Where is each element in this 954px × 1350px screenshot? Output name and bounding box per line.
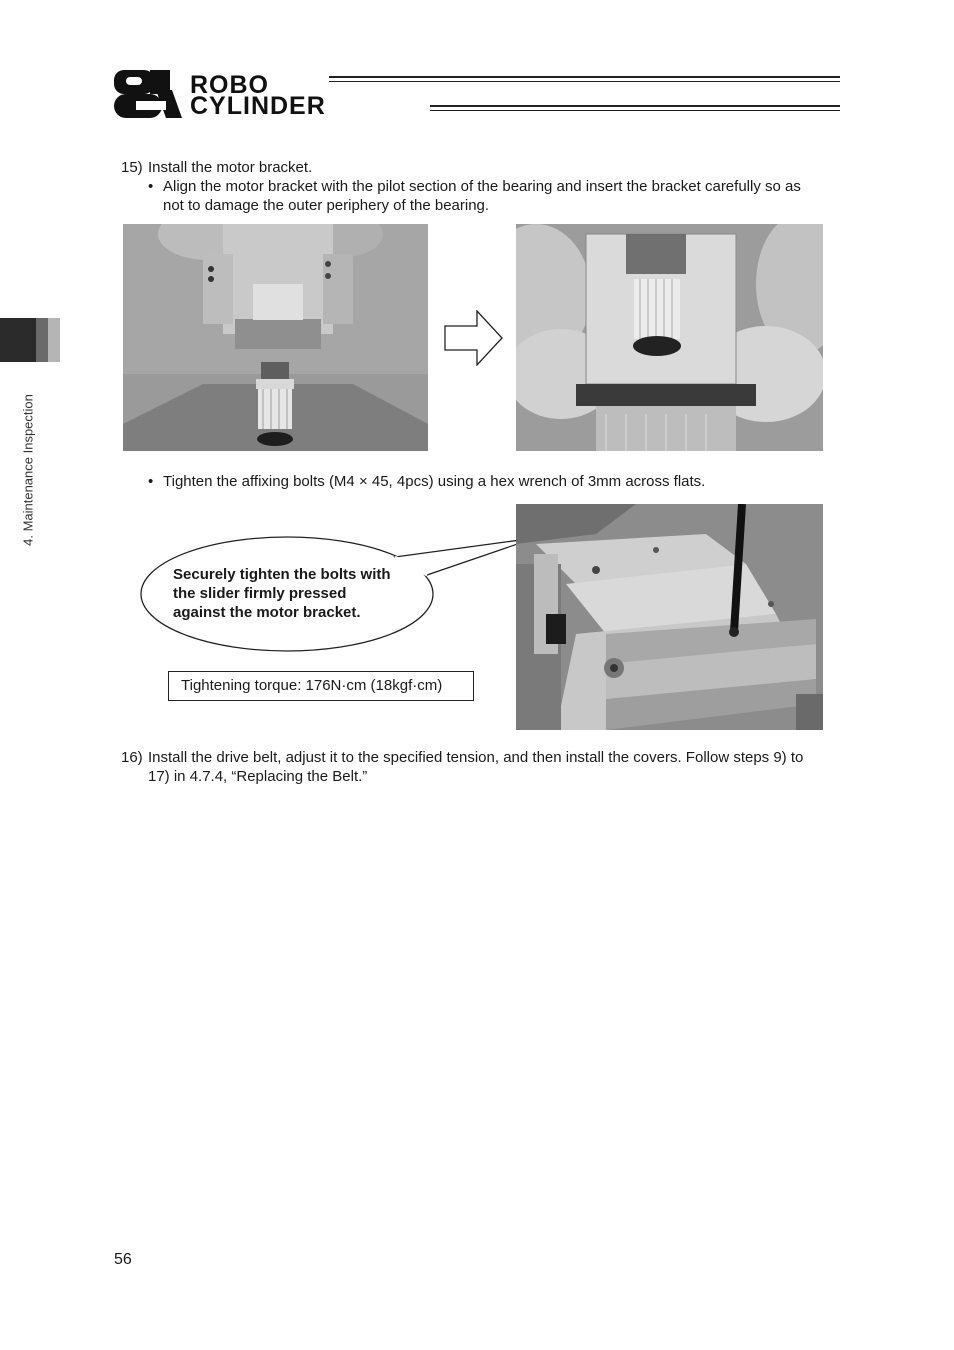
- chapter-tab-dark: [0, 318, 36, 362]
- header-rule-bottom: [430, 105, 840, 107]
- logo-word-cylinder: CYLINDER: [190, 92, 326, 120]
- chapter-tab-mid: [36, 318, 48, 362]
- step-16-line2: 17) in 4.7.4, “Replacing the Belt.”: [148, 768, 368, 785]
- photo-bracket-above-bearing: [123, 224, 428, 451]
- chapter-side-label: 4. Maintenance Inspection: [20, 394, 36, 546]
- step-16-number: 16): [121, 749, 143, 766]
- header-rule-bottom2: [430, 110, 840, 111]
- step-15-bullet2: Tighten the affixing bolts (M4 × 45, 4pcs) using a hex wrench of 3mm across flats.: [163, 473, 706, 490]
- callout-line-3: against the motor bracket.: [173, 604, 361, 621]
- callout-line-1: Securely tighten the bolts with: [173, 566, 391, 583]
- header-rule-top: [329, 76, 840, 78]
- step-15-number: 15): [121, 159, 143, 176]
- step-15-text: Install the motor bracket.: [148, 159, 313, 176]
- page-number: 56: [114, 1251, 132, 1268]
- photo-tightening-bolts: [516, 504, 823, 730]
- step-16-line1: Install the drive belt, adjust it to the specified tension, and then install the covers. Follow steps 9) to: [148, 749, 804, 766]
- right-arrow-icon: [444, 310, 504, 366]
- photo-bracket-installed: [516, 224, 823, 451]
- bullet-glyph: •: [148, 178, 154, 195]
- bullet-glyph-2: •: [148, 473, 154, 490]
- callout-line-2: the slider firmly pressed: [173, 585, 347, 602]
- step-15-bullet1-line1: Align the motor bracket with the pilot section of the bearing and insert the bracket carefully so as: [163, 178, 801, 195]
- step-15-bullet1-line2: not to damage the outer periphery of the bearing.: [163, 197, 490, 214]
- torque-note: Tightening torque: 176N·cm (18kgf·cm): [168, 671, 474, 701]
- chapter-tab-light: [48, 318, 60, 362]
- header-rule-top2: [329, 81, 840, 82]
- rc-logo-mark: [112, 68, 184, 120]
- logo-word-robo: ROBO: [190, 71, 269, 99]
